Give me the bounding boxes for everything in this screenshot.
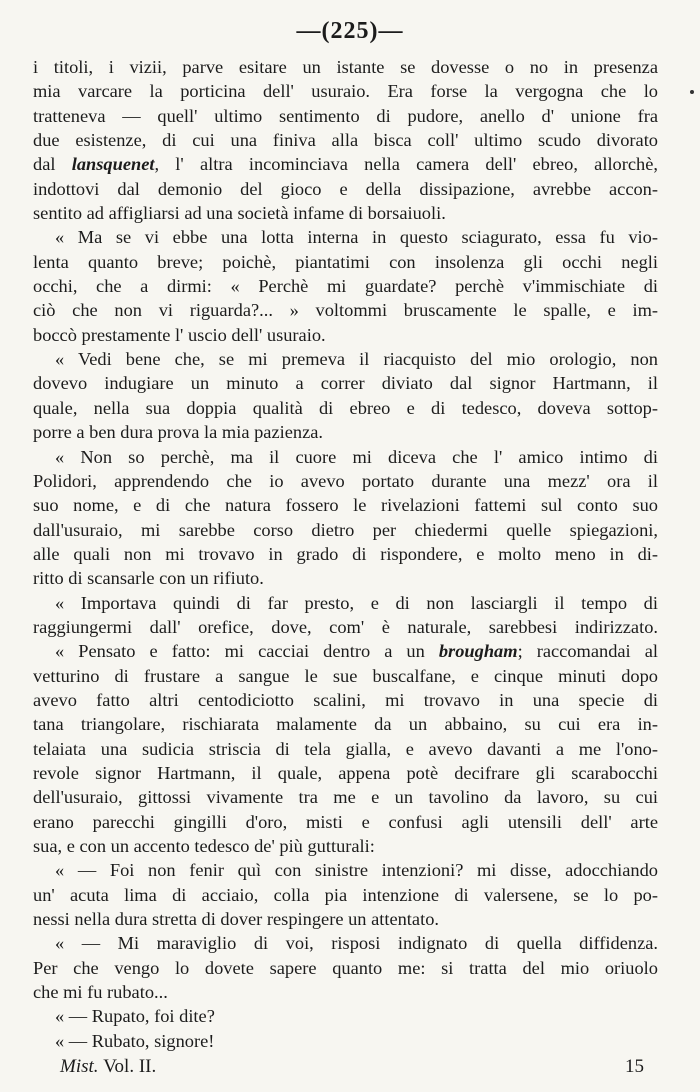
text-line: raggiungermi dall' orefice, dove, com' è naturale, sarebbesi indirizzato. [33, 616, 658, 637]
text-line: tana triangolare, rischiarata malamente da un abbaino, su cui era in- [33, 714, 658, 735]
footer-signature [60, 1056, 660, 1082]
text-line: « Ma se vi ebbe una lotta interna in questo sciagurato, essa fu vio- [55, 227, 658, 248]
signature-mark [60, 1056, 156, 1078]
page-number: —(225)— [296, 18, 404, 44]
text-line: ritto di scansarle con un rifiuto. [33, 568, 264, 589]
text-line: « Vedi bene che, se mi premeva il riacquisto del mio orologio, non [55, 349, 658, 370]
text-line: avevo fatto altri centodiciotto scalini, mi trovavo in una specie di [33, 689, 658, 710]
text-line: revole signor Hartmann, il quale, appena potè decifrare gli scarabocchi [33, 762, 658, 783]
text-line: occhi, che a dirmi: « Perchè mi guardate? perchè v'immischiate di [33, 276, 658, 297]
text-line: sentito ad affigliarsi ad una società infame di borsaiuoli. [33, 203, 446, 224]
text-line: « Non so perchè, ma il cuore mi diceva che l' amico intimo di [55, 446, 658, 467]
text-line: « — Rupato, foi dite? [55, 1006, 215, 1027]
text-line: dovevo indugiare un minuto a correr diviato dal signor Hartmann, il [33, 373, 658, 394]
italic-word: lansquenet [71, 154, 155, 175]
text-line: due esistenze, di cui una finiva alla bisca coll' ultimo scudo divorato [33, 130, 658, 151]
text-line: lenta quanto breve; poichè, piantatimi con insolenza gli occhi negli [33, 251, 658, 272]
text-line: « Pensato e fatto: mi cacciai dentro a un brougham; raccomandai al [55, 641, 658, 662]
text-line: indottovi dal demonio del gioco e della dissipazione, avrebbe accon- [33, 178, 658, 199]
signature-abbrev: Mist. [60, 1056, 99, 1077]
margin-speck [690, 90, 694, 94]
text-line: Polidori, apprendendo che io avevo portato durante una mezz' ora il [33, 470, 658, 491]
text-line: sua, e con un accento tedesco de' più gutturali: [33, 836, 375, 856]
text-line: porre a ben dura prova la mia pazienza. [33, 422, 324, 443]
text-line: alle quali non mi trovavo in grado di rispondere, e molto meno in di- [33, 543, 658, 564]
text-line: tratteneva — quell' ultimo sentimento di pudore, anello d' unione fra [33, 105, 658, 126]
text-line: dall'usuraio, mi sarebbe corso dietro per chiedermi quelle spiegazioni, [33, 519, 658, 540]
text-line: suo nome, e di che natura fossero le rivelazioni fattemi sul conto suo [33, 495, 658, 516]
text-line: telaiata una sudicia striscia di tela gialla, e avevo davanti a me l'ono- [33, 738, 658, 759]
text-line: che mi fu rubato... [33, 982, 168, 1003]
text-line: boccò prestamente l' uscio dell' usuraio. [33, 324, 326, 345]
body-text [33, 55, 658, 1053]
text-line: un' acuta lima di acciaio, colla pia intenzione di valersene, se lo po- [33, 884, 658, 905]
text-line: quale, nella sua doppia qualità di ebreo e di tedesco, doveva sottop- [33, 397, 658, 418]
signature-number: 15 [625, 1056, 644, 1077]
italic-word: brougham [438, 641, 518, 662]
signature-volume: Vol. II. [103, 1056, 157, 1077]
text-line: vetturino di frustare a sangue le sue buscalfane, e cinque minuti dopo [33, 665, 658, 686]
text-line: Per che vengo lo dovete sapere quanto me: si tratta del mio oriuolo [33, 957, 658, 978]
text-line: i titoli, i vizii, parve esitare un istante se dovesse o no in presenza [33, 57, 658, 77]
text-line: mia varcare la porticina dell' usuraio. Era forse la vergogna che lo [33, 81, 658, 102]
text-line: ciò che non vi riguarda?... » voltommi bruscamente le spalle, e im- [33, 300, 658, 321]
text-line: « — Rubato, signore! [55, 1030, 215, 1051]
text-line: « Importava quindi di far presto, e di non lasciargli il tempo di [55, 592, 658, 613]
text-line: « — Mi maraviglio di voi, risposi indignato di quella diffidenza. [55, 933, 658, 954]
text-line: erano parecchi gingilli d'oro, misti e confusi agli utensili dell' arte [33, 811, 658, 832]
text-line: dell'usuraio, gittossi vivamente tra me e un tavolino da lavoro, su cui [33, 787, 658, 808]
text-line: nessi nella dura stretta di dover respingere un attentato. [33, 909, 439, 930]
text-line: dal lansquenet, l' altra incominciava nella camera dell' ebreo, allorchè, [33, 154, 658, 175]
text-line: « — Foi non fenir quì con sinistre intenzioni? mi disse, adocchiando [55, 860, 658, 881]
